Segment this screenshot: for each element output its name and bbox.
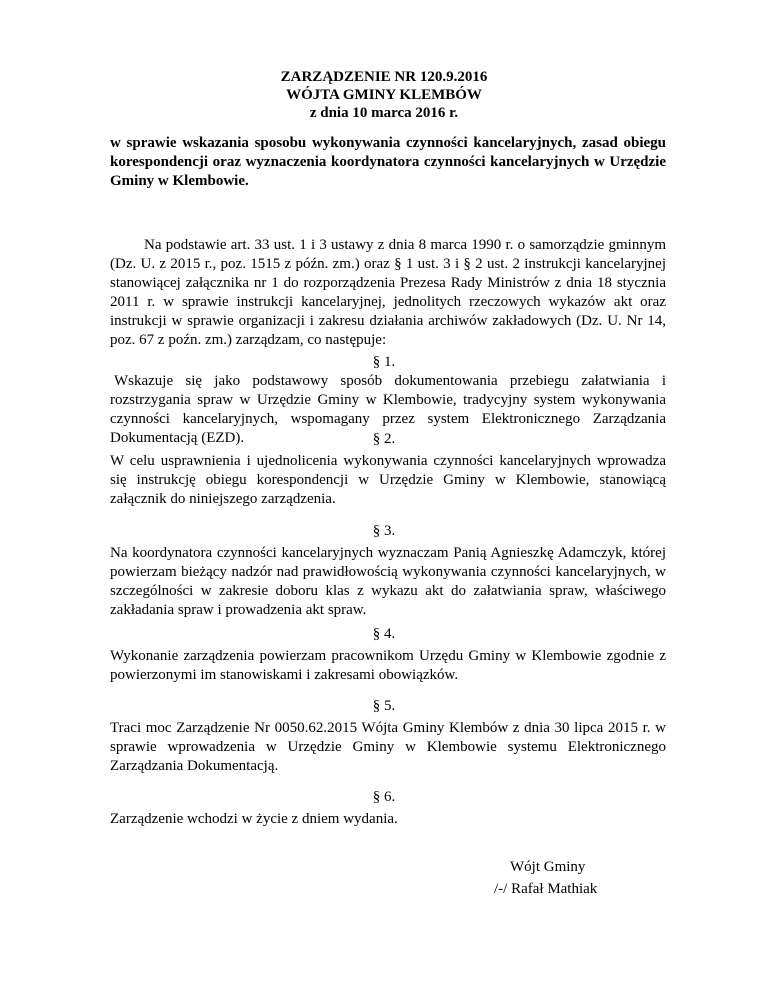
section-2-label: § 2. (372, 431, 396, 447)
signature-role: Wójt Gminy (510, 859, 586, 875)
section-5-label: § 5. (372, 698, 396, 714)
section-4-label: § 4. (372, 626, 396, 642)
section-2-text: W celu usprawnienia i ujednolicenia wykonywania czynności kancelaryjnych wprowadza się instrukcję obiegu korespondencji w Urzędzie Gminy w Klembowie, stanowiącą załącznik do niniejszego zarządzenia. (110, 453, 666, 507)
issuer: WÓJTA GMINY KLEMBÓW (286, 87, 482, 103)
section-4-text: Wykonanie zarządzenia powierzam pracownikom Urzędu Gminy w Klembowie zgodnie z powierzonymi im stanowiskami i zakresami obowiązków. (110, 648, 666, 683)
signature-name: /-/ Rafał Mathiak (494, 881, 598, 897)
section-6-text: Zarządzenie wchodzi w życie z dniem wydania. (110, 811, 398, 827)
subject: w sprawie wskazania sposobu wykonywania czynności kancelaryjnych, zasad obiegu korespondencji oraz wyznaczenia koordynatora czynności kancelaryjnych w Urzędzie Gminy w Klembowie. (110, 135, 666, 189)
section-5-text: Traci moc Zarządzenie Nr 0050.62.2015 Wójta Gminy Klembów z dnia 30 lipca 2015 r. w sprawie wprowadzenia w Urzędzie Gminy w Klembowie systemu Elektronicznego Zarządzania Dokumentacją. (110, 720, 666, 774)
document-date: z dnia 10 marca 2016 r. (309, 105, 459, 121)
section-3-text: Na koordynatora czynności kancelaryjnych wyznaczam Panią Agnieszkę Adamczyk, której powierzam bieżący nadzór nad prawidłowością wykonywania czynności kancelaryjnych, w szczególności w zakresie doboru klas z wykazu akt do załatwiania spraw, właściwego zakładania spraw i prowadzenia akt spraw. (110, 545, 666, 618)
section-1-label: § 1. (372, 354, 396, 370)
document-title: ZARZĄDZENIE NR 120.9.2016 (280, 69, 488, 85)
legal-basis-paragraph: Na podstawie art. 33 ust. 1 i 3 ustawy z dnia 8 marca 1990 r. o samorządzie gminnym (Dz. U. z 2015 r., poz. 1515 z późn. zm.) oraz § 1 ust. 3 i § 2 ust. 2 instrukcji kancelaryjnej stanowiącej załącznika nr 1 do rozporządzenia Prezesa Rady Ministrów z dnia 18 stycznia 2011 r. w sprawie instrukcji kancelaryjnej, jednolitych rzeczowych wykazów akt oraz instrukcji w sprawie organizacji i zakresu działania archiwów zakładowych (Dz. U. Nr 14, poz. 67 z poźn. zm.) zarządzam, co następuje: (110, 237, 666, 348)
section-6-label: § 6. (372, 789, 396, 805)
section-1-text: Wskazuje się jako podstawowy sposób dokumentowania przebiegu załatwiania i rozstrzygania spraw w Urzędzie Gminy w Klembowie, tradycyjny system wykonywania czynności kancelaryjnych, wspomagany przez system Elektronicznego Zarządzania Dokumentacją (EZD). (110, 373, 666, 446)
section-3-label: § 3. (372, 523, 396, 539)
